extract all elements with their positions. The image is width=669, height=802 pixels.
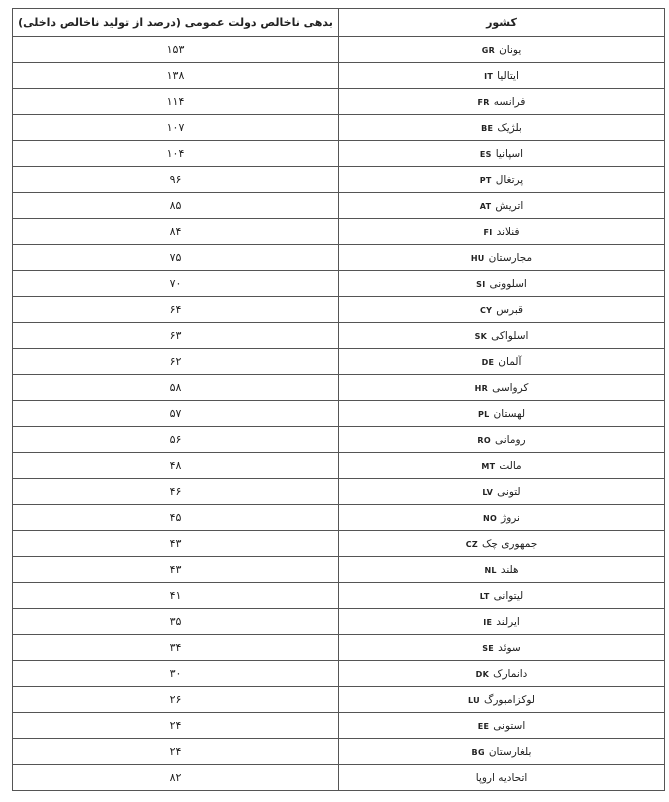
debt-value: ۷۰ [169,277,182,290]
country-name: یونان [499,43,522,56]
country-cell [339,115,665,141]
debt-value: ۴۳ [169,563,182,576]
debt-table [12,8,665,791]
country-cell [339,713,665,739]
debt-value: ۱۰۴ [166,147,185,160]
debt-cell [13,505,339,531]
country-cell [339,141,665,167]
country-cell [339,323,665,349]
debt-value: ۳۵ [169,615,182,628]
table-body [13,37,665,791]
country-name: اسپانیا [495,147,524,160]
country-cell [339,635,665,661]
debt-value: ۲۴ [169,719,182,732]
country-cell [339,375,665,401]
debt-value: ۳۰ [169,667,182,680]
country-code: RO [477,435,491,445]
country-name: آلمان [498,355,522,368]
table-row [13,375,665,401]
country-cell [339,401,665,427]
country-code: MT [481,461,496,471]
country-code: CY [479,305,493,315]
country-name: سوئد [498,641,521,654]
country-code: BE [481,123,494,133]
debt-value: ۴۵ [169,511,182,524]
table-row [13,141,665,167]
country-name: بلغارستان [488,745,532,758]
debt-value: ۷۵ [169,251,182,264]
country-name: فرانسه [493,95,526,108]
debt-cell [13,635,339,661]
country-name: بلژیک [497,121,522,134]
country-name: لتونی [497,485,521,498]
debt-value: ۵۶ [169,433,182,446]
header-debt: بدهی ناخالص دولت عمومی (درصد از تولید ناخالص داخلی) [13,9,339,37]
country-code: SE [482,643,495,653]
debt-value: ۸۵ [169,199,182,212]
table-row [13,89,665,115]
debt-cell [13,661,339,687]
table-row [13,427,665,453]
debt-value: ۱۰۷ [166,121,185,134]
debt-cell [13,245,339,271]
table-row [13,479,665,505]
debt-value: ۴۳ [169,537,182,550]
country-code: NL [484,565,497,575]
debt-cell [13,89,339,115]
country-code: HU [470,253,485,263]
country-code: LU [468,695,480,705]
debt-cell [13,271,339,297]
debt-cell [13,167,339,193]
country-name: لهستان [493,407,526,420]
country-cell [339,349,665,375]
debt-value: ۴۱ [169,589,182,602]
country-name: اسلوونی [489,277,527,290]
country-code: DK [475,669,490,679]
country-name: لوکزامبورگ [483,693,535,706]
debt-value: ۵۷ [169,407,182,420]
debt-value: ۲۴ [169,745,182,758]
table-row [13,219,665,245]
table-row [13,245,665,271]
table-row [13,661,665,687]
debt-value: ۸۲ [169,771,182,784]
debt-cell [13,219,339,245]
debt-cell [13,37,339,63]
country-cell [339,479,665,505]
debt-value: ۶۲ [169,355,182,368]
country-cell [339,297,665,323]
table-row [13,557,665,583]
country-code: EE [477,721,490,731]
debt-cell [13,531,339,557]
country-cell [339,739,665,765]
debt-cell [13,401,339,427]
country-cell [339,219,665,245]
debt-value: ۳۴ [169,641,182,654]
debt-value: ۱۱۴ [166,95,185,108]
country-cell [339,193,665,219]
country-code: IT [484,71,494,81]
country-cell [339,505,665,531]
debt-cell [13,765,339,791]
country-code: FR [477,97,490,107]
country-name: استونی [493,719,526,732]
debt-cell [13,297,339,323]
country-name: هلند [500,563,519,576]
table-row [13,115,665,141]
table-row [13,297,665,323]
country-cell [339,453,665,479]
table-row [13,583,665,609]
debt-cell [13,427,339,453]
country-name: فنلاند [496,225,520,238]
debt-value: ۴۶ [169,485,182,498]
country-code: GR [481,45,496,55]
country-code: DE [481,357,495,367]
debt-value: ۱۵۳ [166,43,185,56]
debt-cell [13,375,339,401]
country-cell [339,245,665,271]
country-code: IE [483,617,493,627]
country-name: نروژ [501,511,520,524]
country-cell [339,557,665,583]
debt-cell [13,687,339,713]
debt-cell [13,479,339,505]
country-name: ایتالیا [497,69,519,82]
table-row [13,453,665,479]
table-row [13,505,665,531]
debt-cell [13,609,339,635]
country-name: کرواسی [492,381,529,394]
country-name: اتحادیه اروپا [475,771,528,784]
debt-value: ۵۸ [169,381,182,394]
debt-cell [13,141,339,167]
country-name: مجارستان [488,251,533,264]
country-code: HR [474,383,489,393]
country-cell [339,271,665,297]
table-row [13,193,665,219]
debt-cell [13,557,339,583]
table-row [13,609,665,635]
country-name: قبرس [496,303,524,316]
country-code: AT [479,201,492,211]
debt-value: ۲۶ [169,693,182,706]
debt-cell [13,115,339,141]
country-cell [339,583,665,609]
table-row [13,739,665,765]
table-row [13,349,665,375]
country-code: LV [482,487,494,497]
table-row [13,167,665,193]
country-code: SI [476,279,486,289]
table-row [13,713,665,739]
country-cell [339,609,665,635]
debt-value: ۱۳۸ [166,69,185,82]
country-code: SK [474,331,488,341]
country-code: CZ [465,539,478,549]
country-code: ES [479,149,492,159]
debt-cell [13,453,339,479]
table-row [13,37,665,63]
table-row [13,401,665,427]
country-cell [339,427,665,453]
debt-cell [13,349,339,375]
country-name: لیتوانی [493,589,524,602]
country-cell [339,661,665,687]
debt-cell [13,63,339,89]
country-name: ایرلند [496,615,520,628]
table-row [13,635,665,661]
country-code: LT [479,591,490,601]
country-cell [339,765,665,791]
country-name: اتریش [495,199,524,212]
table-row [13,765,665,791]
debt-value: ۹۶ [169,173,182,186]
debt-cell [13,193,339,219]
country-cell [339,167,665,193]
country-code: PT [479,175,492,185]
debt-cell [13,713,339,739]
table-row [13,531,665,557]
country-cell [339,531,665,557]
debt-value: ۴۸ [169,459,182,472]
country-name: اسلواکی [491,329,529,342]
country-code: PL [477,409,490,419]
country-cell [339,687,665,713]
country-code: NO [483,513,498,523]
country-name: رومانی [494,433,526,446]
country-name: دانمارک [493,667,528,680]
debt-value: ۸۴ [169,225,182,238]
debt-value: ۶۳ [169,329,182,342]
debt-cell [13,323,339,349]
table-row [13,271,665,297]
debt-cell [13,739,339,765]
header-country: کشور [339,9,665,37]
country-cell [339,63,665,89]
country-code: FI [483,227,493,237]
country-cell [339,89,665,115]
country-code: BG [471,747,485,757]
table-row [13,63,665,89]
country-name: مالت [499,459,522,472]
table-header-row [13,9,665,37]
table-row [13,687,665,713]
country-name: پرتغال [495,173,524,186]
debt-cell [13,583,339,609]
country-cell [339,37,665,63]
table-row [13,323,665,349]
country-name: جمهوری چک [481,537,538,550]
debt-value: ۶۴ [169,303,182,316]
